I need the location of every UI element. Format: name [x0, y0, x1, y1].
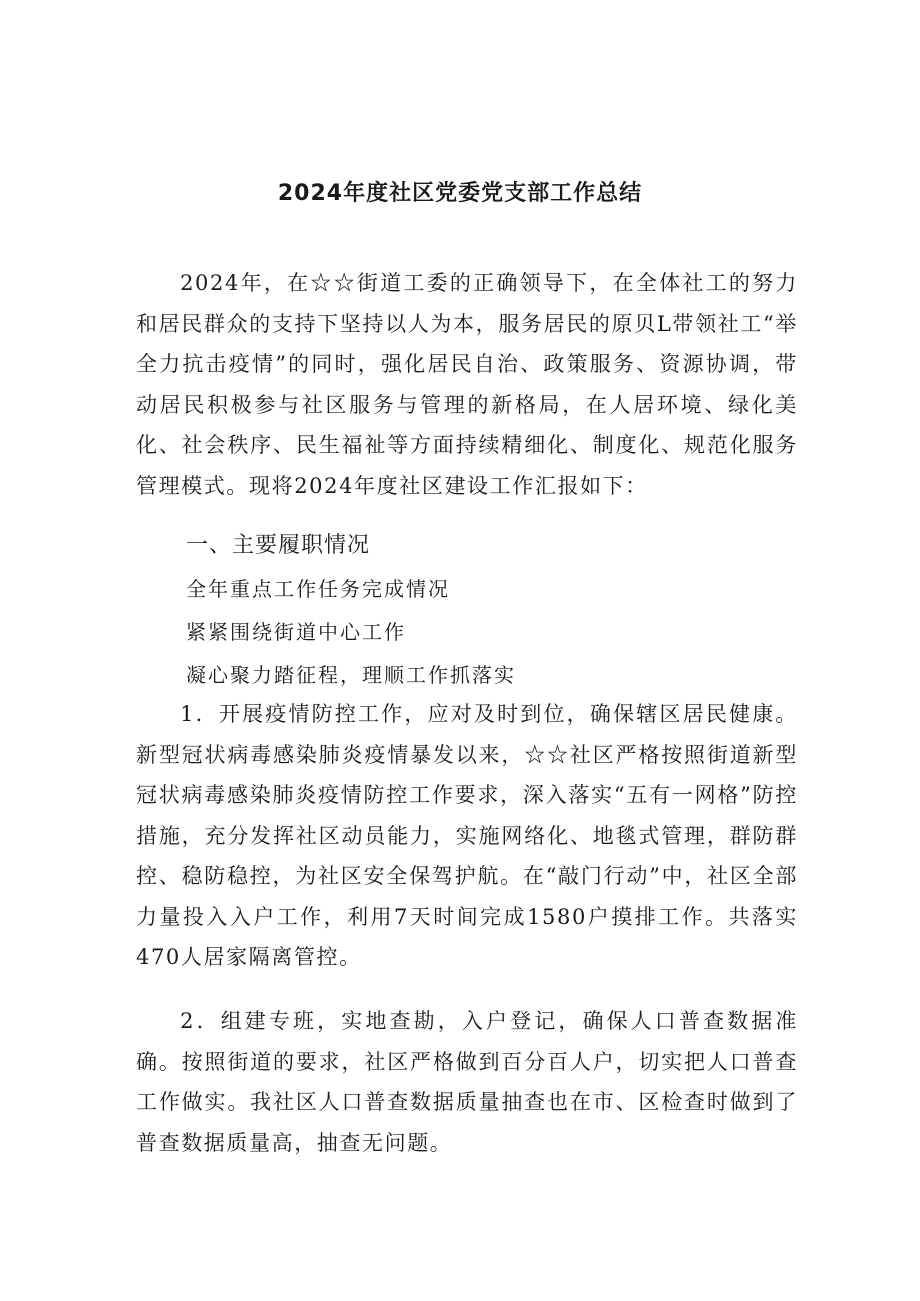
document-title: 2024年度社区党委党支部工作总结: [277, 181, 643, 206]
intro-paragraph: 2024年，在☆☆街道工委的正确领导下，在全体社工的努力和居民群众的支持下坚持以人为本，服务居民的原贝L带领社工“举全力抗击疫情”的同时，强化居民自治、政策服务、资源协调，带动居民积极参与社区服务与管理的新格局，在人居环境、绿化美化、社会秩序、民生福祉等方面持续精细化、制度化、规范化服务管理模式。现将2024年度社区建设工作汇报如下：: [136, 271, 798, 498]
subheading-3: 凝心聚力踏征程，理顺工作抓落实: [186, 663, 516, 687]
section-heading: 一、主要履职情况: [186, 533, 371, 558]
item-2-paragraph: 2．组建专班，实地查勘，入户登记，确保人口普查数据准确。按照街道的要求，社区严格做到百分百人户，切实把人口普查工作做实。我社区人口普查数据质量抽查也在市、区检查时做到了普查数据质量高，抽查无问题。: [136, 1009, 798, 1155]
subheading-1: 全年重点工作任务完成情况: [186, 577, 450, 601]
item-1-paragraph: 1．开展疫情防控工作，应对及时到位，确保辖区居民健康。新型冠状病毒感染肺炎疫情暴发以来，☆☆社区严格按照街道新型冠状病毒感染肺炎疫情防控工作要求，深入落实“五有一网格”防控措施，充分发挥社区动员能力，实施网络化、地毯式管理，群防群控、稳防稳控，为社区安全保驾护航。在“敲门行动”中，社区全部力量投入入户工作，利用7天时间完成1580户摸排工作。共落实470人居家隔离管控。: [136, 702, 798, 969]
subheading-2: 紧紧围绕街道中心工作: [186, 620, 406, 644]
